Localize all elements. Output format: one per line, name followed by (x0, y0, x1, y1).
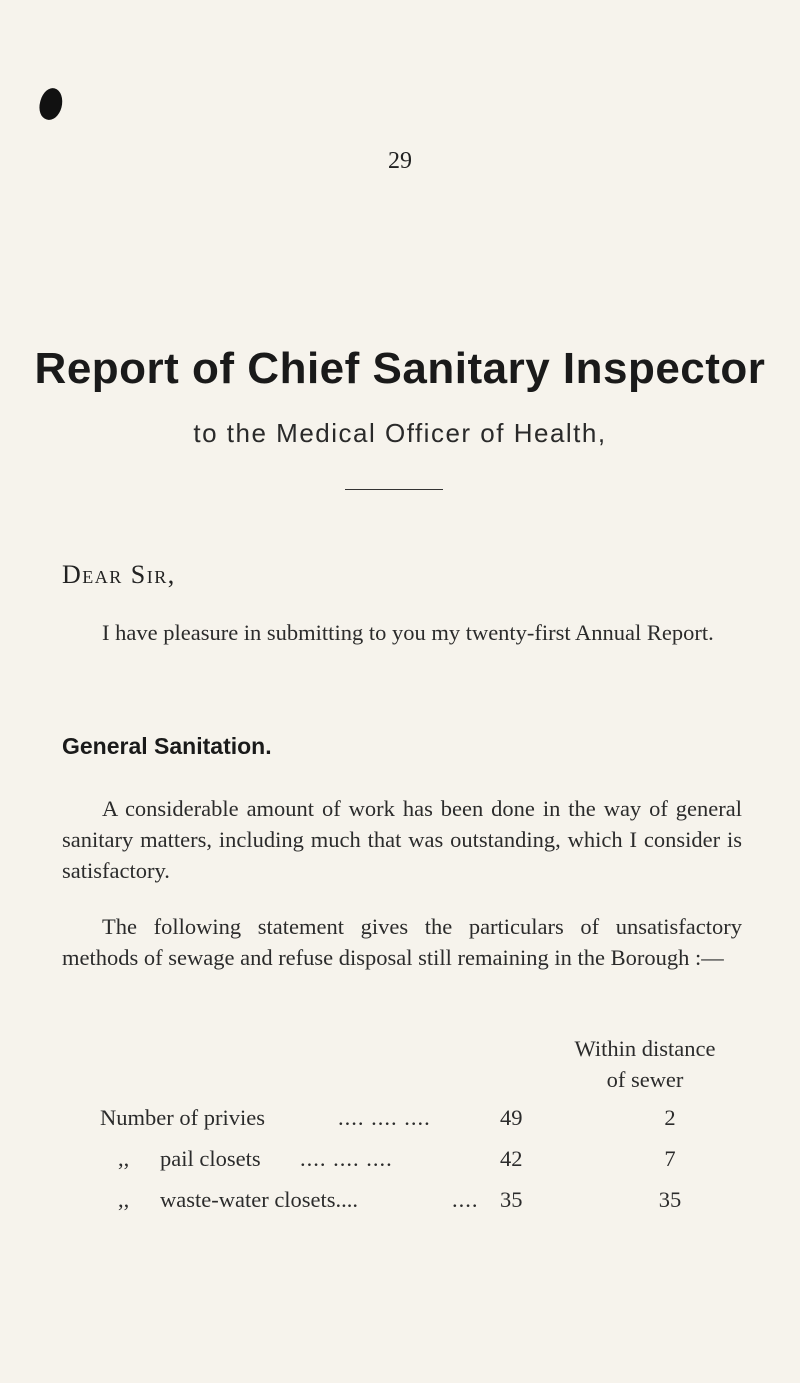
row-count: 35 (500, 1187, 523, 1212)
row-leader-dots: .... .... .... (300, 1146, 393, 1171)
table-column-header (545, 1033, 745, 1095)
paragraph-work-text: A considerable amount of work has been done in the way of general sanitary matters, including much that was outstanding, which I consider is satisfactory. (62, 796, 742, 883)
page-subtitle: to the Medical Officer of Health, (193, 418, 607, 448)
title-divider (345, 489, 443, 490)
paragraph-intro-text: I have pleasure in submitting to you my twenty-first Annual Report. (102, 620, 714, 645)
row-leader-dots: .... .... .... (338, 1105, 431, 1130)
table-row-privies (0, 1105, 800, 1137)
row-within-distance: 2 (664, 1105, 676, 1130)
table-column-header-line-2: of sewer (606, 1067, 684, 1092)
paragraph-intro (62, 617, 742, 648)
page-title: Report of Chief Sanitary Inspector (34, 344, 766, 393)
row-ditto-mark: ,, (118, 1187, 130, 1212)
row-within-distance: 35 (658, 1187, 682, 1212)
row-ditto-mark: ,, (118, 1146, 130, 1171)
paragraph-statement-text: The following statement gives the particulars of unsatisfactory methods of sewage and refuse disposal still remaining in the Borough :— (62, 914, 742, 970)
row-label: waste-water closets.... (160, 1187, 359, 1212)
row-count: 42 (500, 1146, 523, 1171)
page-number: 29 (388, 148, 412, 174)
row-label: pail closets (160, 1146, 261, 1171)
salutation: Dear Sir, (62, 560, 176, 589)
section-heading: General Sanitation. (62, 733, 272, 759)
row-within-distance: 7 (664, 1146, 676, 1171)
table-column-header-line-1: Within distance (574, 1036, 716, 1061)
ink-blot (36, 86, 66, 123)
table-row-pail-closets (0, 1146, 800, 1178)
row-leader-dots: .... (452, 1187, 479, 1212)
row-count: 49 (500, 1105, 523, 1130)
table-row-waste-water-closets (0, 1187, 800, 1219)
paragraph-work (62, 793, 742, 886)
row-label: Number of privies (100, 1105, 265, 1130)
paragraph-statement (62, 911, 742, 973)
